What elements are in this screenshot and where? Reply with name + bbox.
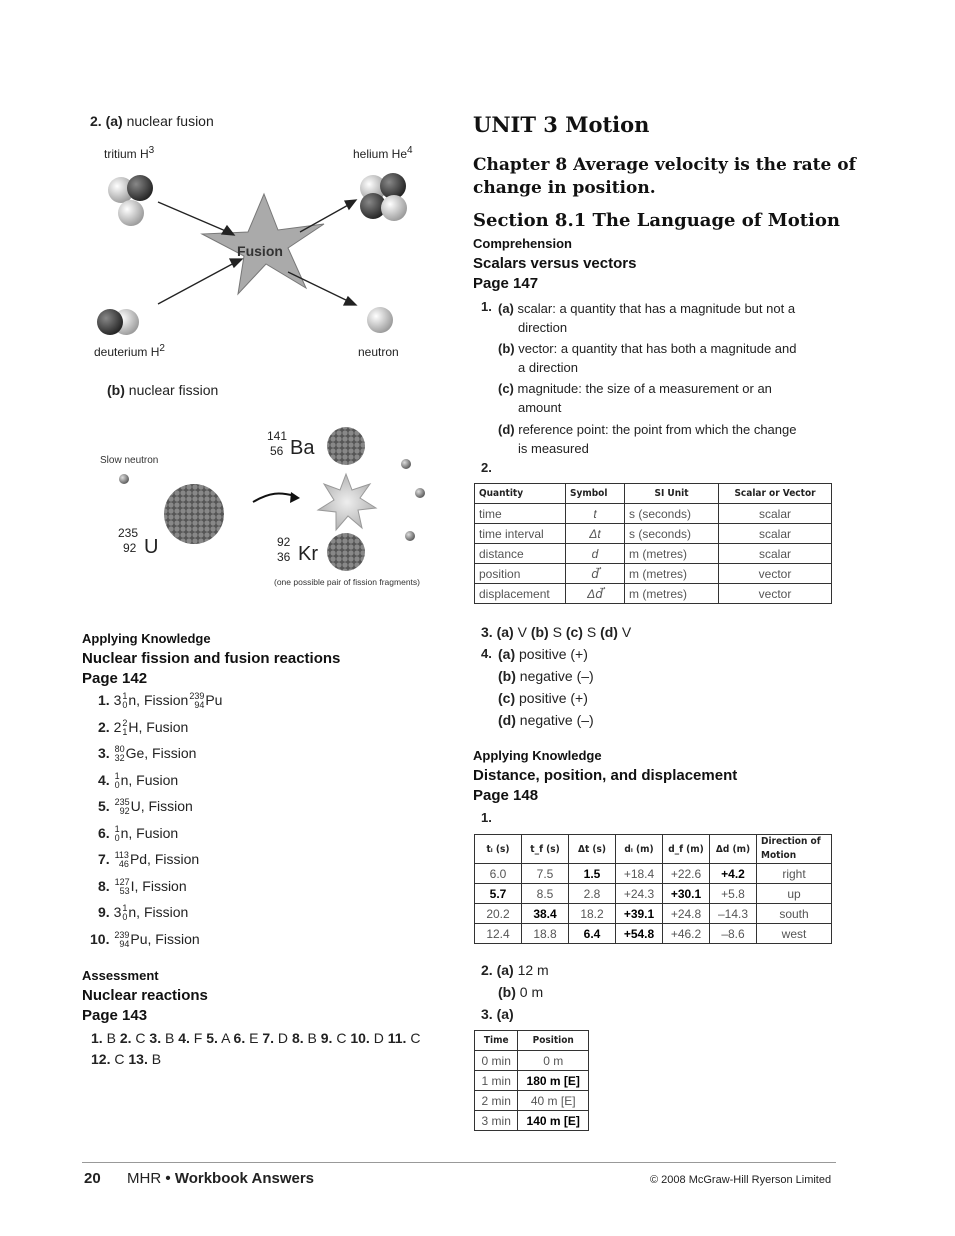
- slow-neutron-label: Slow neutron: [100, 455, 159, 466]
- deuterium-atom: [97, 309, 139, 335]
- q4-number: 4.: [481, 646, 492, 661]
- page-number: 20: [84, 1170, 101, 1187]
- column-header: Quantity: [475, 484, 566, 504]
- definition-item: (a) scalar: a quantity that has a magnitude but not a direction: [498, 301, 796, 335]
- helium-label: helium He$^4$: [353, 145, 413, 161]
- table-cell: 180 m [E]: [518, 1071, 589, 1091]
- applying-knowledge-label-right: Applying Knowledge: [473, 748, 602, 763]
- table-cell: distance: [475, 544, 566, 564]
- barium-nucleus: [327, 427, 365, 465]
- table-cell: –14.3: [710, 904, 757, 924]
- assessment-label: Assessment: [82, 968, 159, 983]
- tritium-label: tritium $H^3$: [104, 145, 155, 161]
- table-cell: vector: [719, 564, 832, 584]
- nuclear-reactions-heading: Nuclear reactions: [82, 987, 208, 1004]
- table-cell: d: [566, 544, 625, 564]
- kr-number: 36: [277, 550, 291, 564]
- page-147-label: Page 147: [473, 275, 539, 292]
- neutron-label: neutron: [358, 345, 399, 359]
- quantity-table: [474, 483, 832, 604]
- table-cell: +46.2: [663, 924, 710, 944]
- table-header-row: [475, 484, 832, 504]
- column-header: Direction of Motion: [757, 835, 832, 864]
- q2b: (b) nuclear fission: [107, 382, 219, 398]
- fission-fusion-heading: Nuclear fission and fusion reactions: [82, 650, 341, 667]
- table-header-row: [475, 835, 832, 864]
- assessment-answers-line1: 1. B 2. C 3. B 4. F 5. A 6. E 7. D 8. B 9. C 10. D 11. C: [91, 1030, 421, 1046]
- column-header: Δt (s): [569, 835, 616, 864]
- isotope-numbers: 1 0: [114, 824, 120, 844]
- q2-number: 2.: [481, 460, 492, 475]
- copyright: © 2008 McGraw-Hill Ryerson Limited: [650, 1174, 832, 1186]
- table-row: [475, 504, 832, 524]
- section-title: Section 8.1 The Language of Motion: [473, 210, 840, 231]
- table-cell: displacement: [475, 584, 566, 604]
- isotope-numbers: 235 92: [114, 797, 130, 817]
- q4-answer-item: (a) positive (+): [498, 646, 588, 662]
- table-cell: Δt: [566, 524, 625, 544]
- distance-position-heading: Distance, position, and displacement: [473, 767, 738, 784]
- u-symbol: U: [144, 536, 159, 558]
- table-cell: position: [475, 564, 566, 584]
- tritium-atom: [108, 175, 153, 226]
- q4-answer-item: (d) negative (–): [498, 712, 594, 728]
- table-cell: up: [757, 884, 832, 904]
- table-cell: +39.1: [616, 904, 663, 924]
- isotope-numbers: 239 94: [189, 691, 205, 711]
- table-header-row: [475, 1031, 589, 1051]
- table-cell: 18.2: [569, 904, 616, 924]
- table-cell: 2.8: [569, 884, 616, 904]
- column-header: Time: [475, 1031, 518, 1051]
- ba-mass: 141: [267, 429, 288, 443]
- nuclear-answer-item: 10. 239 94 Pu, Fission: [90, 930, 200, 950]
- isotope-numbers: 80 32: [114, 744, 125, 764]
- table-cell: 40 m [E]: [518, 1091, 589, 1111]
- table-cell: +22.6: [663, 864, 710, 884]
- fusion-star: [202, 194, 324, 294]
- nuclear-answer-item: 3. 80 32 Ge, Fission: [98, 744, 197, 764]
- nuclear-answer-item: 9. 3 1 0 n, Fission: [98, 903, 189, 923]
- column-header: t_f (s): [522, 835, 569, 864]
- scalars-vectors-heading: Scalars versus vectors: [473, 255, 637, 272]
- table-cell: m (metres): [625, 564, 719, 584]
- column-header: Position: [518, 1031, 589, 1051]
- column-header: tᵢ (s): [475, 835, 522, 864]
- table-row: [475, 1111, 589, 1131]
- table-row: [475, 564, 832, 584]
- applying-knowledge-label-left: Applying Knowledge: [82, 631, 211, 646]
- fission-diagram: [90, 412, 435, 594]
- table-cell: 6.0: [475, 864, 522, 884]
- table-cell: +5.8: [710, 884, 757, 904]
- definition-item: (b) vector: a quantity that has both a magnitude and a direction: [498, 341, 797, 375]
- table-cell: +4.2: [710, 864, 757, 884]
- table-row: [475, 584, 832, 604]
- unit-title: UNIT 3 Motion: [473, 112, 650, 137]
- uranium-nucleus: [164, 484, 224, 544]
- workbook-answers-label: Workbook Answers: [174, 1170, 315, 1187]
- q3-answers: 3. (a) V (b) S (c) S (d) V: [481, 624, 632, 640]
- svg-text:Fusion: Fusion: [237, 243, 283, 259]
- definition-item: (c) magnitude: the size of a measurement or an amount: [498, 381, 772, 415]
- column-header: dᵢ (m): [616, 835, 663, 864]
- table-cell: 140 m [E]: [518, 1111, 589, 1131]
- deuterium-label: deuterium $H^2$: [94, 343, 165, 359]
- nuclear-answer-item: 4. 1 0 n, Fusion: [98, 771, 179, 791]
- table-cell: scalar: [719, 524, 832, 544]
- isotope-numbers: 239 94: [114, 930, 130, 950]
- neutron-atom: [367, 307, 393, 333]
- table-cell: 1 min: [475, 1071, 518, 1091]
- assessment-answers-line2: 12. C 13. B: [91, 1051, 162, 1067]
- table-cell: +54.8: [616, 924, 663, 944]
- q1b-number: 1.: [481, 810, 492, 825]
- table-cell: m (metres): [625, 544, 719, 564]
- isotope-numbers: 1 0: [122, 691, 128, 711]
- isotope-numbers: 2 1: [122, 718, 128, 738]
- table-row: [475, 864, 832, 884]
- table-cell: 6.4: [569, 924, 616, 944]
- page-148-label: Page 148: [473, 787, 539, 804]
- u-number: 92: [123, 541, 137, 555]
- table-cell: 5.7: [475, 884, 522, 904]
- nuclear-answer-item: 6. 1 0 n, Fusion: [98, 824, 179, 844]
- q3b: 3. (a): [481, 1006, 514, 1022]
- table-cell: s (seconds): [625, 524, 719, 544]
- table-cell: 7.5: [522, 864, 569, 884]
- table-cell: scalar: [719, 504, 832, 524]
- isotope-numbers: 113 46: [114, 850, 129, 870]
- table-cell: time: [475, 504, 566, 524]
- table-row: [475, 524, 832, 544]
- table-row: [475, 904, 832, 924]
- fission-flash: [318, 474, 376, 530]
- table-row: [475, 924, 832, 944]
- table-cell: t: [566, 504, 625, 524]
- table-cell: scalar: [719, 544, 832, 564]
- footer-rule: [82, 1162, 836, 1163]
- q4-answer-item: (b) negative (–): [498, 668, 594, 684]
- column-header: Symbol: [566, 484, 625, 504]
- table-cell: d⃗: [566, 564, 625, 584]
- table-cell: vector: [719, 584, 832, 604]
- chapter-title: Chapter 8 Average velocity is the rate of change in position.: [473, 155, 856, 198]
- table-cell: s (seconds): [625, 504, 719, 524]
- table-row: [475, 1051, 589, 1071]
- column-header: Scalar or Vector: [719, 484, 832, 504]
- table-cell: –8.6: [710, 924, 757, 944]
- released-neutrons: [401, 459, 425, 541]
- ba-number: 56: [270, 444, 284, 458]
- table-row: [475, 884, 832, 904]
- column-header: Δd (m): [710, 835, 757, 864]
- table-cell: Δd⃗: [566, 584, 625, 604]
- q1-number: 1.: [481, 299, 492, 314]
- table-cell: 3 min: [475, 1111, 518, 1131]
- comprehension-label: Comprehension: [473, 236, 572, 251]
- isotope-numbers: 1 0: [114, 771, 120, 791]
- page-143-label: Page 143: [82, 1007, 148, 1024]
- table-cell: 1.5: [569, 864, 616, 884]
- table-cell: right: [757, 864, 832, 884]
- table-cell: 8.5: [522, 884, 569, 904]
- table-cell: west: [757, 924, 832, 944]
- kr-nucleus: [327, 533, 365, 571]
- helium-atom: [360, 173, 407, 221]
- table-cell: +30.1: [663, 884, 710, 904]
- page-142-label: Page 142: [82, 670, 148, 687]
- q4-answer-item: (c) positive (+): [498, 690, 588, 706]
- nuclear-answer-item: 1. 3 1 0 n, Fission 239 94 Pu: [98, 691, 223, 711]
- table-cell: 18.8: [522, 924, 569, 944]
- nuclear-answer-item: 7. 113 46 Pd, Fission: [98, 850, 200, 870]
- table-cell: +24.3: [616, 884, 663, 904]
- table-cell: 12.4: [475, 924, 522, 944]
- table-cell: 2 min: [475, 1091, 518, 1111]
- motion-table: [474, 834, 832, 944]
- table-cell: time interval: [475, 524, 566, 544]
- fusion-diagram: [88, 138, 438, 368]
- table-row: [475, 544, 832, 564]
- ba-symbol: Ba: [290, 437, 315, 459]
- table-cell: south: [757, 904, 832, 924]
- isotope-numbers: 127 53: [114, 877, 130, 897]
- mhr-label: MHR: [127, 1170, 162, 1187]
- fission-caption: (one possible pair of fission fragments): [274, 577, 420, 587]
- table-row: [475, 1091, 589, 1111]
- nuclear-answer-item: 5. 235 92 U, Fission: [98, 797, 193, 817]
- column-header: d_f (m): [663, 835, 710, 864]
- table-cell: 0 m: [518, 1051, 589, 1071]
- kr-mass: 92: [277, 535, 291, 549]
- table-row: [475, 1071, 589, 1091]
- table-cell: 0 min: [475, 1051, 518, 1071]
- isotope-numbers: 1 0: [122, 903, 128, 923]
- nuclear-answer-item: 2. 2 2 1 H, Fusion: [98, 718, 189, 738]
- table-cell: +18.4: [616, 864, 663, 884]
- kr-symbol: Kr: [298, 543, 318, 565]
- table-cell: 38.4: [522, 904, 569, 924]
- time-position-table: [474, 1030, 589, 1131]
- column-header: SI Unit: [625, 484, 719, 504]
- definition-item: (d) reference point: the point from which the change is measured: [498, 422, 797, 456]
- footer-left: 20 MHR • Workbook Answers: [84, 1170, 315, 1187]
- table-cell: m (metres): [625, 584, 719, 604]
- u-mass: 235: [118, 526, 139, 540]
- q2a: 2. (a) nuclear fusion: [90, 113, 214, 129]
- nuclear-answer-item: 8. 127 53 I, Fission: [98, 877, 187, 897]
- table-cell: 20.2: [475, 904, 522, 924]
- table-cell: +24.8: [663, 904, 710, 924]
- slow-neutron: [119, 474, 129, 484]
- reaction-arrow: [253, 494, 295, 502]
- q2b-b: (b) 0 m: [498, 984, 544, 1000]
- q2b-a: 2. (a) 12 m: [481, 962, 549, 978]
